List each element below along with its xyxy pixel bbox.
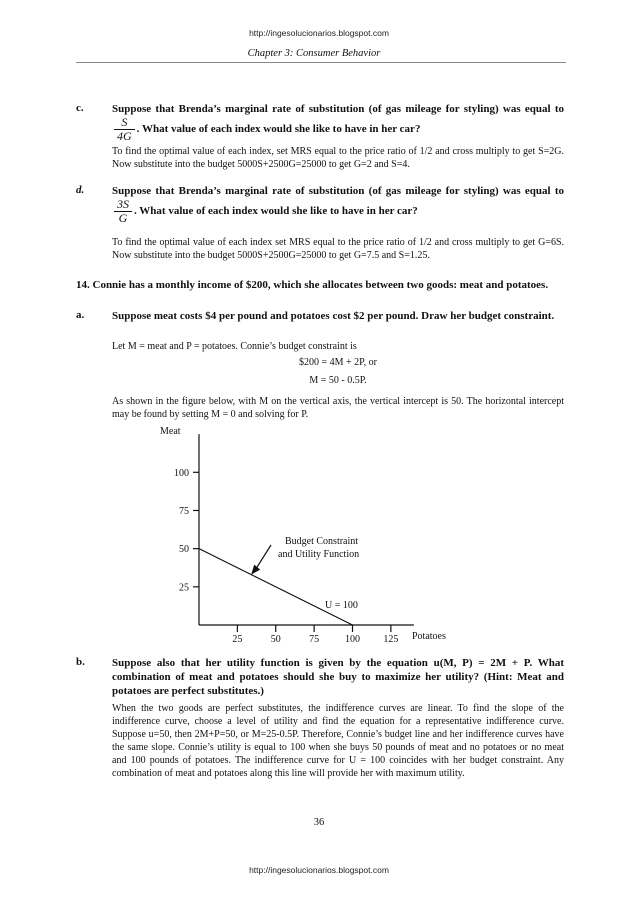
- y-tick-label: 75: [179, 505, 189, 517]
- x-tick-label: 50: [270, 634, 281, 645]
- part-a-question: Suppose meat costs $4 per pound and potatoes cost $2 per pound. Draw her budget constraint.: [112, 310, 555, 322]
- page-number: 36: [313, 817, 325, 828]
- part-d-frac-den: G: [118, 211, 128, 225]
- annotation-arrow-head: [251, 565, 260, 575]
- part-b-question: Suppose also that her utility function is given by the equation u(M, P) = 2M + P. What combination of meat and potatoes should she buy to maximize her utility? (Hint: Meat and potatoes are perfect substitutes.): [112, 657, 564, 697]
- part-c-label: c.: [76, 102, 84, 114]
- footer-url[interactable]: http://ingesolucionarios.blogspot.com: [249, 865, 389, 875]
- part-d-question-post: . What value of each index would she like to have in her car?: [134, 205, 418, 218]
- x-axis-label: Potatoes: [412, 631, 446, 642]
- x-tick-label: 75: [309, 634, 320, 645]
- part-c-frac-den: 4G: [117, 129, 132, 143]
- chapter-title: Chapter 3: Consumer Behavior: [247, 48, 381, 59]
- budget-equation-2: M = 50 - 0.5P.: [309, 375, 367, 386]
- part-a-explanation: As shown in the figure below, with M on the vertical axis, the vertical intercept is 50. The horizontal intercept may be found by setting M = 0 and solving for P.: [112, 396, 564, 420]
- x-tick-label: 125: [383, 634, 399, 645]
- annotation-budget-line-2: and Utility Function: [278, 549, 360, 560]
- part-c-answer: To find the optimal value of each index, set MRS equal to the price ratio of 1/2 and cross multiply to get S=2G. Now substitute into the budget 5000S+2500G=25000 to get G=2 and S=4.: [112, 146, 564, 170]
- part-c-frac-num: S: [114, 116, 135, 130]
- part-d-frac-num: 3S: [114, 198, 132, 212]
- y-tick-label: 25: [179, 582, 189, 594]
- part-d-label: d.: [76, 184, 85, 196]
- header-url[interactable]: http://ingesolucionarios.blogspot.com: [249, 28, 389, 38]
- part-b-label: b.: [76, 656, 85, 668]
- part-a-intro: Let M = meat and P = potatoes. Connie’s budget constraint is: [112, 341, 357, 352]
- x-tick-label: 25: [232, 634, 243, 645]
- annotation-budget-line-1: Budget Constraint: [285, 536, 359, 547]
- y-tick-label: 100: [174, 467, 189, 479]
- part-c-question-post: . What value of each index would she like to have in her car?: [136, 123, 421, 136]
- y-axis-label: Meat: [160, 426, 181, 437]
- curve-label-u100: U = 100: [325, 600, 358, 611]
- part-a-label: a.: [76, 309, 85, 321]
- question-14: 14. Connie has a monthly income of $200, which she allocates between two goods: meat and potatoes.: [76, 279, 549, 291]
- x-tick-label: 100: [345, 634, 360, 645]
- part-b-answer: When the two goods are perfect substitutes, the indifference curves are linear. To find the slope of the indifference curve, choose a level of utility and find the equation for a representative indifference curve. Suppose u=50, then 2M+P=50, or M=25-0.5P. Therefore, Connie’s budget line and her indifference curves have the same slope. Connie’s utility is equal to 100 when she buys 50 pounds of meat and no potatoes or no meat and 100 pounds of potatoes. The indifference curve for U = 100 coincides with her budget constraint. Any combination of meat and potatoes along this line will provide her with maximum utility.: [112, 703, 564, 779]
- part-c-question-pre: Suppose that Brenda’s marginal rate of substitution (of gas mileage for styling) was equal to: [112, 103, 564, 115]
- budget-line: [199, 549, 353, 625]
- part-d-answer: To find the optimal value of each index set MRS equal to the price ratio of 1/2 and cross multiply to get G=6S. Now substitute into the budget 5000S+2500G=25000 to get G=7.5 and S=1.25.: [112, 237, 564, 261]
- part-d-question-pre: Suppose that Brenda’s marginal rate of substitution (of gas mileage for styling) was equal to: [112, 185, 564, 197]
- budget-equation-1: $200 = 4M + 2P, or: [299, 357, 377, 368]
- y-tick-label: 50: [179, 544, 189, 556]
